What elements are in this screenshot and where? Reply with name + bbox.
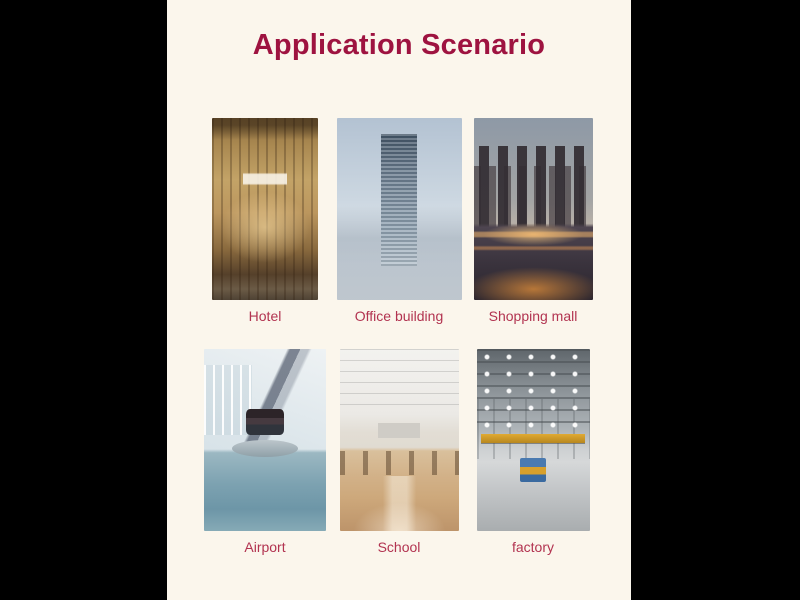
airport-terminal-photo — [204, 349, 326, 531]
gallery-cell-office-building — [332, 118, 466, 325]
shopping-mall-caption: Shopping mall — [488, 307, 578, 324]
gallery-cell-factory — [466, 349, 600, 556]
airport-caption: Airport — [244, 538, 286, 555]
gallery-cell-airport — [198, 349, 332, 556]
gallery-cell-school — [332, 349, 466, 556]
school-classroom-photo — [340, 349, 459, 531]
page-title: Application Scenario — [252, 29, 546, 61]
office-building-caption: Office building — [354, 307, 444, 324]
airport-kiosk-base-shape — [232, 440, 298, 457]
gallery-row-1 — [167, 118, 631, 325]
factory-caption: factory — [511, 538, 554, 555]
gallery-cell-hotel — [198, 118, 332, 325]
airport-kiosk-shape — [246, 409, 284, 435]
factory-machine-shape — [520, 458, 546, 482]
right-letterbox-bar — [631, 0, 800, 600]
application-scenario-panel — [167, 0, 631, 600]
hotel-lobby-photo — [212, 118, 318, 300]
shopping-mall-dusk-photo — [474, 118, 593, 300]
factory-crane-beam-shape — [481, 434, 585, 443]
office-skyscraper-photo — [337, 118, 462, 300]
school-caption: School — [377, 538, 421, 555]
factory-workshop-photo — [477, 349, 590, 531]
left-letterbox-bar — [0, 0, 167, 600]
gallery-row-2 — [167, 349, 631, 556]
hotel-caption: Hotel — [248, 307, 282, 324]
factory-ceiling-lights-shape — [477, 349, 590, 436]
gallery-cell-shopping-mall — [466, 118, 600, 325]
